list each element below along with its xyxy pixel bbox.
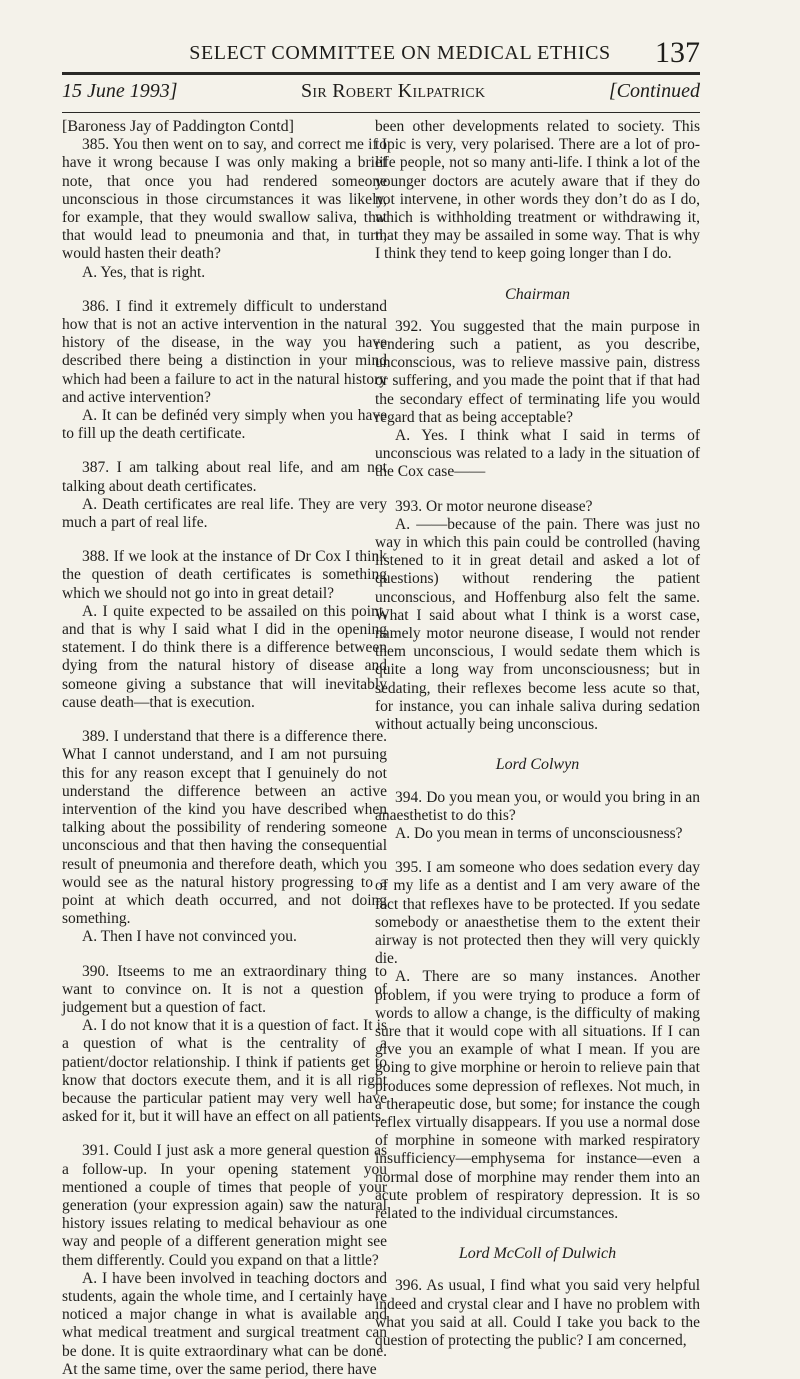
section-heading: [Baroness Jay of Paddington Contd]: [62, 118, 294, 135]
header-rule: [62, 72, 700, 75]
witness-name: Sir Robert Kilpatrick: [300, 80, 486, 102]
paragraph: 386. I find it extremely difficult to understand how that is not an active intervention in the natural history of the disease, in the way you have described there being a distinction in your mind which had been a failure to act in the natural history and active intervention?: [62, 297, 387, 406]
paragraph: A. I quite expected to be assailed on this point, and that is why I said what I did in the opening statement. I do think there is a difference between dying from the natural history of disease and someone giving a substance that will inevitably cause death—that is execution.: [62, 602, 387, 711]
paragraph: 390. Itseems to me an extraordinary thing to want to convince on. It is not a question of judgement but a question of fact.: [62, 962, 387, 1016]
paragraph: A. It can be definéd very simply when you have to fill up the death certificate.: [62, 407, 387, 443]
continued-label: [Continued: [608, 80, 700, 102]
paragraph: A. Do you mean in terms of unconsciousness?: [395, 824, 683, 842]
right-column: [375, 118, 700, 1350]
paragraph: 388. If we look at the instance of Dr Cox I think the question of death certificates is something which we should not go into in great detail?: [62, 548, 387, 602]
paragraph: 391. Could I just ask a more general question as a follow-up. In your opening statement you mentioned a couple of times that people of your generation (your expression again) saw the natural history issues relating to medical behaviour as one way and people of a different generation might see them differently. Could you expand on that a little?: [62, 1142, 387, 1269]
paragraph: been other developments related to society. This topic is very, very polarised. There are a lot of pro-life people, not so many anti-life. I think a lot of the younger doctors are acutely aware that if they do not intervene, in other words they don’t do as I do, which is withholding treatment or withdrawing it, that they may be assailed in some way. That is why I think they tend to keep going longer than I do.: [375, 118, 700, 263]
paragraph: 394. Do you mean you, or would you bring in an anaesthetist to do this?: [375, 788, 700, 824]
speaker-heading: Lord Colwyn: [495, 756, 580, 774]
paragraph: A. There are so many instances. Another problem, if you were trying to produce a form of words to allow a change, is the difficulty of making sure that it would cope with all situations. If I can give you an example of what I mean. If you are going to give morphine or heroin to relieve pain that produces some depression of reflexes. Not much, in a therapeutic dose, but some; for instance the cough reflex virtually disappears. If you use a normal dose of morphine in someone with marked respiratory insufficiency—emphysema for instance—even a normal dose of morphine may render them into an acute problem of respiratory depression. It is so related to the individual circumstances.: [375, 968, 700, 1222]
journal-title: SELECT COMMITTEE ON MEDICAL ETHICS: [189, 42, 611, 64]
paragraph: 393. Or motor neurone disease?: [395, 497, 593, 515]
page-number: 137: [655, 36, 700, 69]
paragraph: A. I do not know that it is a question of fact. It is a question of what is the centrality of a patient/doctor relationship. I think if patients get to know that doctors execute them, and it is all right because the particular patient may very well have asked for it, but it will have an effect on all patients.: [62, 1017, 387, 1126]
paragraph: A. Yes. I think what I said in terms of unconscious was related to a lady in the situation of the Cox case——: [375, 427, 700, 481]
speaker-heading: Chairman: [505, 285, 570, 303]
paragraph: 389. I understand that there is a difference there. What I cannot understand, and I am not pursuing this for any reason except that I genuinely do not understand the difference between an active intervention of the kind you have described when talking about the possibility of rendering someone unconscious and that then having the consequential result of pneumonia and therefore death, which you would see as the natural history progressing to a point at which death occurred, and not doing something.: [62, 728, 387, 928]
left-column: [62, 118, 387, 1379]
running-head: [0, 36, 800, 69]
paragraph: A. ——because of the pain. There was just no way in which this pain could be controlled (having listened to it in great detail and asked a lot of questions) without rendering the patient unconscious, and Hoffenburg also felt the same. What I said about what I think is a worst case, namely motor neurone disease, I would not render them unconscious, I would sedate them which is quite a long way from unconsciousness; but in sedating, their reflexes become less acute so that, for instance, you can inhale saliva during sedation without actually being unconscious.: [375, 515, 700, 734]
paragraph: 392. You suggested that the main purpose in rendering such a patient, as you describe, unconscious, was to relieve massive pain, distress or suffering, and you made the point that if that had the secondary effect of terminating life you would regard that as being acceptable?: [375, 317, 700, 426]
paragraph: A. Then I have not convinced you.: [82, 928, 297, 946]
paragraph: A. Yes, that is right.: [82, 263, 206, 281]
paragraph: 387. I am talking about real life, and am not talking about death certificates.: [62, 459, 387, 495]
session-date: 15 June 1993]: [62, 80, 178, 102]
paragraph: A. I have been involved in teaching doctors and students, again the whole time, and I certainly have noticed a major change in what is available and what medical treatment and surgical treatment can be done. It is quite extraordinary what can be done. At the same time, over the same period, there have: [62, 1269, 387, 1378]
meta-rule: [62, 112, 700, 113]
paragraph: 385. You then went on to say, and correct me if I have it wrong because I was only making a brief note, that once you had rendered someone unconscious in those circumstances it was likely, for example, that they would swallow saliva, that that would lead to pneumonia and that, in turn, would hasten their death?: [62, 136, 387, 263]
meta-line: [62, 80, 700, 103]
speaker-heading: Lord McColl of Dulwich: [458, 1245, 617, 1263]
paragraph: A. Death certificates are real life. They are very much a part of real life.: [62, 495, 387, 532]
paragraph: 396. As usual, I find what you said very helpful indeed and crystal clear and I have no problem with what you said at all. Could I take you back to the question of protecting the public? I am concerned,: [375, 1277, 700, 1349]
paragraph: 395. I am someone who does sedation every day of my life as a dentist and I am very aware of the fact that reflexes have to be protected. If you sedate somebody or anaesthetise them to the extent their airway is not protected then they will very quickly die.: [375, 859, 700, 968]
